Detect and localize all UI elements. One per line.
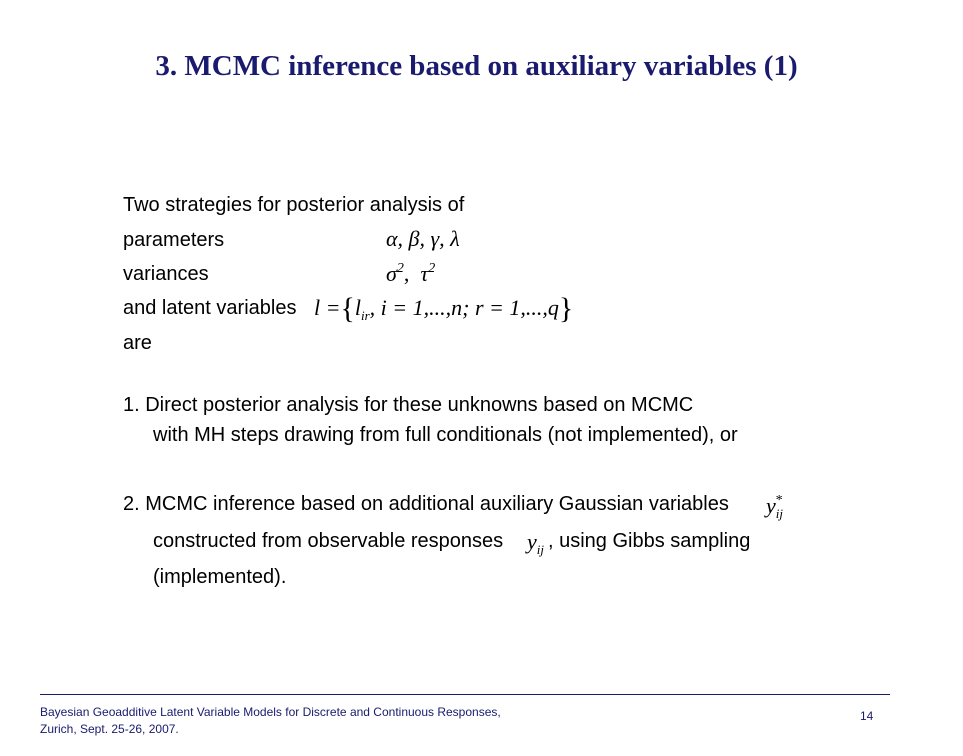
observable-response-math: [527, 531, 544, 556]
strategy-2-line-1: 2. MCMC inference based on additional auxiliary Gaussian variables: [123, 493, 729, 515]
latent-l: l: [354, 295, 361, 320]
footer-divider: [40, 694, 890, 695]
strategy-1-line-1: 1. Direct posterior analysis for these unknowns based on MCMC: [123, 394, 694, 416]
y-symbol: y: [766, 493, 776, 518]
latent-label: and latent variables: [123, 297, 297, 319]
strategy-1-line-2: with MH steps drawing from full conditionals (not implemented), or: [153, 424, 738, 446]
page-number: 14: [860, 709, 874, 723]
latent-lhs: l =: [314, 295, 341, 320]
are-text: are: [123, 332, 152, 354]
intro-text: Two strategies for posterior analysis of: [123, 194, 465, 216]
close-brace: }: [558, 292, 574, 325]
latent-subscript: ir: [361, 308, 370, 323]
tau-symbol: τ: [420, 261, 429, 286]
strategy-2-line-2b: , using Gibbs sampling: [548, 530, 751, 552]
sigma-exponent: 2: [396, 261, 404, 276]
slide-title: 3. MCMC inference based on auxiliary variables (1): [155, 50, 798, 82]
latent-math: [314, 294, 573, 324]
latent-index-range: , i = 1,...,n; r = 1,...,q: [369, 295, 559, 320]
footer-line-2: Zurich, Sept. 25-26, 2007.: [40, 722, 179, 736]
footer-citation: [40, 704, 501, 738]
star-superscript: *: [775, 493, 782, 508]
variances-math: [386, 262, 435, 285]
y-obs-symbol: y: [527, 529, 537, 554]
parameters-label: parameters: [123, 229, 225, 251]
parameters-math: α, β, γ, λ: [386, 226, 460, 251]
strategy-2-line-2a: constructed from observable responses: [153, 530, 504, 552]
sigma-symbol: σ: [386, 261, 397, 286]
y-obs-subscript: ij: [536, 542, 544, 557]
y-subscript: ij: [775, 506, 783, 521]
tau-exponent: 2: [428, 261, 436, 276]
open-brace: {: [340, 292, 355, 325]
footer-line-1: Bayesian Geoadditive Latent Variable Models for Discrete and Continuous Responses,: [40, 705, 501, 719]
variances-comma: ,: [403, 261, 421, 286]
strategy-2-line-3: (implemented).: [153, 566, 287, 588]
auxiliary-variable-math: [766, 494, 782, 520]
variances-label: variances: [123, 263, 209, 285]
